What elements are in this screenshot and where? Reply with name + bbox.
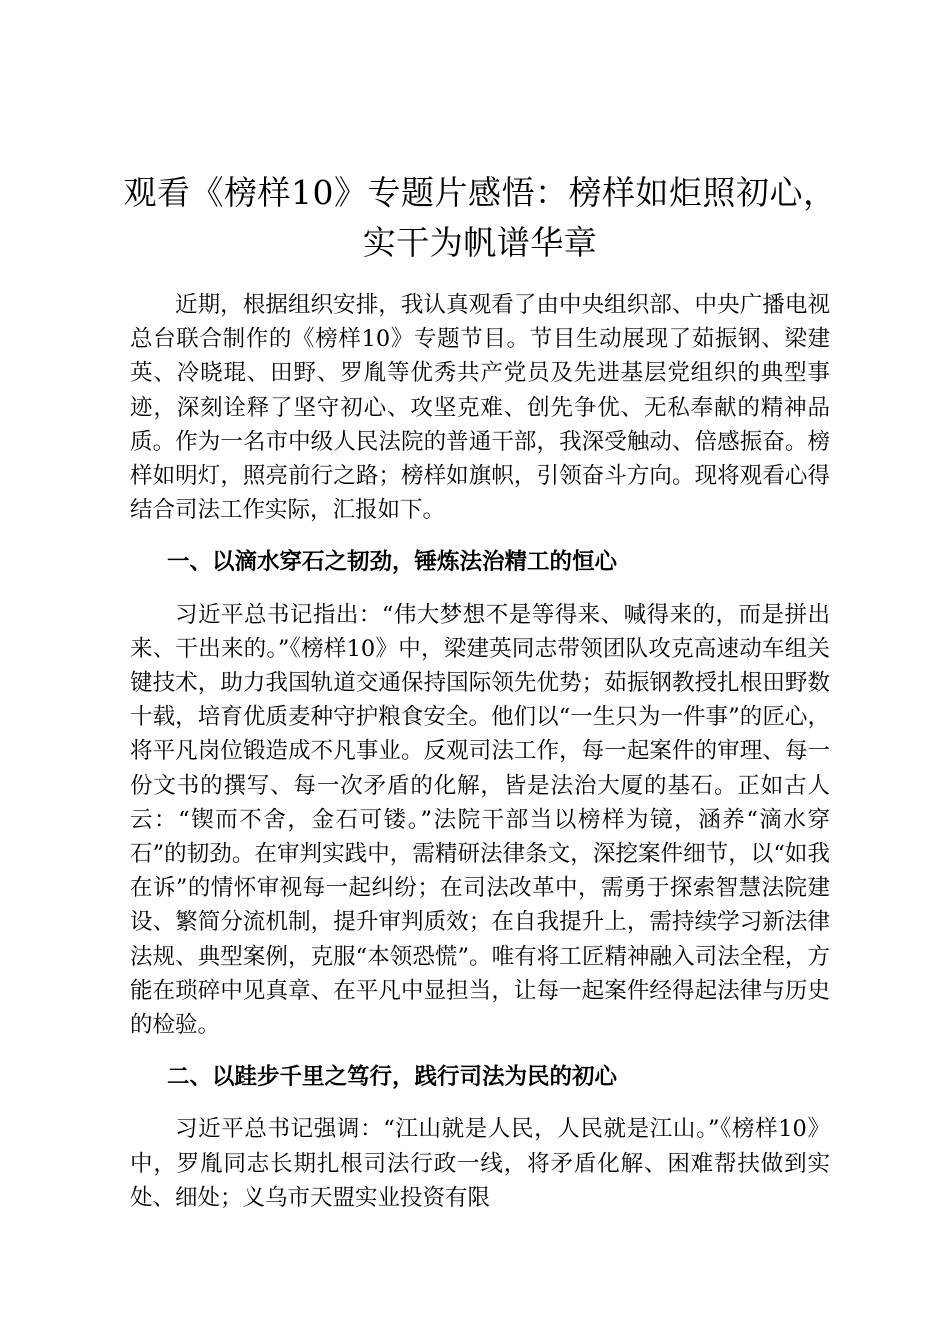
- intro-paragraph: 近期，根据组织安排，我认真观看了由中央组织部、中央广播电视总台联合制作的《榜样10》专题节目。节目生动展现了茹振钢、梁建英、冷晓琨、田野、罗胤等优秀共产党员及先进基层党组织的典型事迹，深刻诠释了坚守初心、攻坚克难、创先争优、无私奉献的精神品质。作为一名市中级人民法院的普通干部，我深受触动、倍感振奋。榜样如明灯，照亮前行之路；榜样如旗帜，引领奋斗方向。现将观看心得结合司法工作实际，汇报如下。: [130, 292, 830, 524]
- section-1-heading: 一、以滴水穿石之韧劲，锤炼法治精工的恒心: [167, 549, 618, 576]
- document-page: [123, 168, 837, 1215]
- document-title: 观看《榜样10》专题片感悟：榜样如炬照初心，实干为帆谱华章: [123, 173, 837, 262]
- section-1-paragraph: 习近平总书记指出：“伟大梦想不是等得来、喊得来的，而是拼出来、干出来的。”《榜样10》中，梁建英同志带领团队攻克高速动车组关键技术，助力我国轨道交通保持国际领先优势；茹振钢教授扎根田野数十载，培育优质麦种守护粮食安全。他们以“一生只为一件事”的匠心，将平凡岗位锻造成不凡事业。反观司法工作，每一起案件的审理、每一份文书的撰写、每一次矛盾的化解，皆是法治大厦的基石。正如古人云：“锲而不舍，金石可镂。”法院干部当以榜样为镜，涵养“滴水穿石”的韧劲。在审判实践中，需精研法律条文，深挖案件细节，以“如我在诉”的情怀审视每一起纠纷；在司法改革中，需勇于探索智慧法院建设、繁简分流机制，提升审判质效；在自我提升上，需持续学习新法律法规、典型案例，克服“本领恐慌”。唯有将工匠精神融入司法全程，方能在琐碎中见真章、在平凡中显担当，让每一起案件经得起法律与历史的检验。: [130, 601, 830, 1039]
- section-2-heading: 二、以跬步千里之笃行，践行司法为民的初心: [167, 1064, 618, 1091]
- section-2-paragraph: 习近平总书记强调：“江山就是人民，人民就是江山。”《榜样10》中，罗胤同志长期扎根司法行政一线，将矛盾化解、困难帮扶做到实处、细处；义乌市天盟实业投资有限: [130, 1116, 830, 1211]
